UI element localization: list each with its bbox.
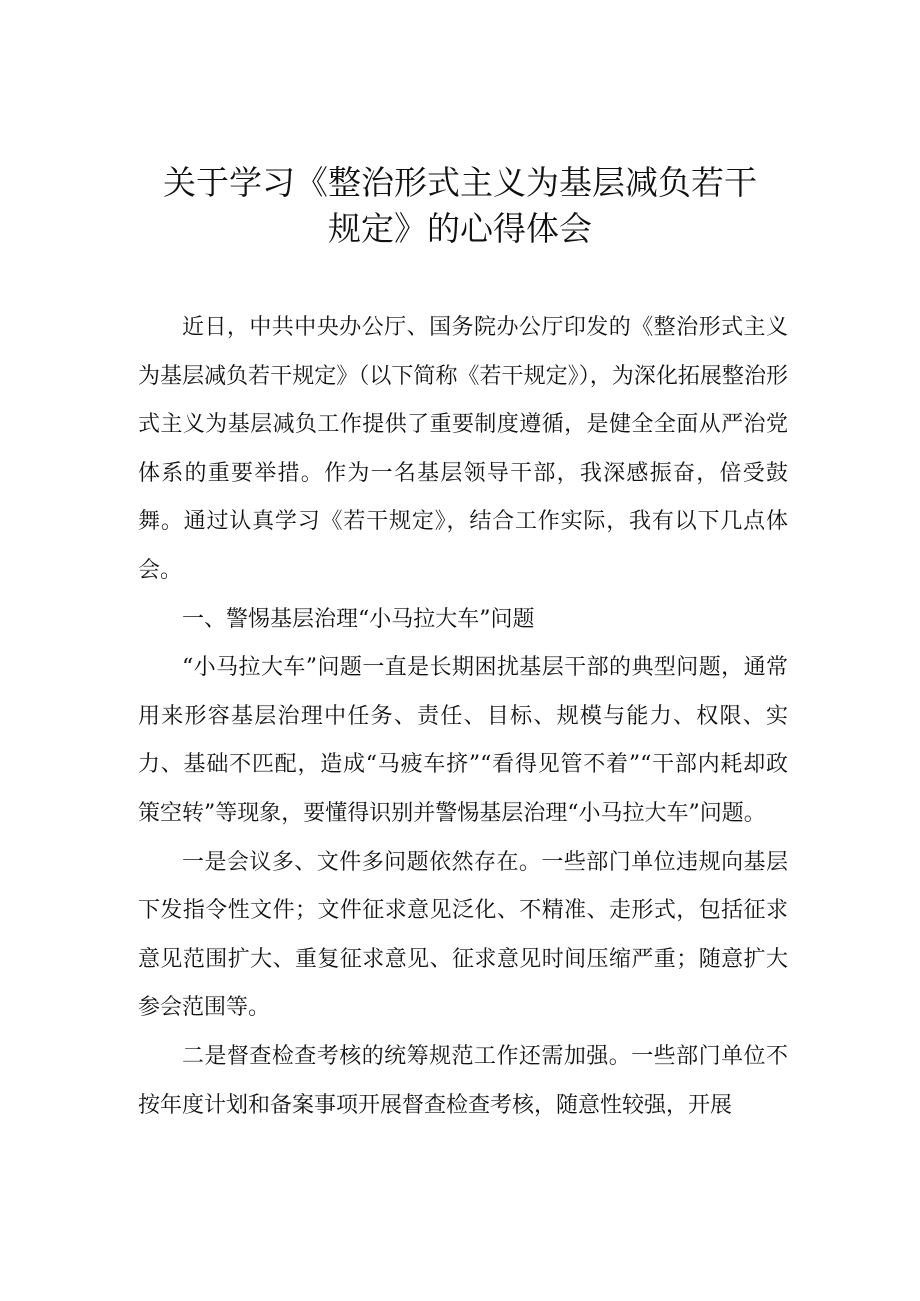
body-paragraph: “小马拉大车”问题一直是长期困扰基层干部的典型问题，通常用来形容基层治理中任务、责任、目标、规模与能力、权限、实力、基础不匹配，造成“马疲车挤”“看得见管不着”“干部内耗却政策空转”等现象，要懂得识别并警惕基层治理“小马拉大车”问题。 — [138, 655, 788, 826]
intro-paragraph: 近日，中共中央办公厅、国务院办公厅印发的《整治形式主义为基层减负若干规定》（以下简称《若干规定》），为深化拓展整治形式主义为基层减负工作提供了重要制度遵循，是健全全面从严治党体系的重要举措。作为一名基层领导干部，我深感振奋，倍受鼓舞。通过认真学习《若干规定》，结合工作实际，我有以下几点体会。 — [138, 315, 788, 583]
section-heading-1: 一、警惕基层治理“小马拉大车”问题 — [182, 606, 535, 632]
document-body — [138, 304, 788, 1130]
document-title — [120, 160, 800, 252]
title-line-2: 规定》的心得体会 — [328, 209, 592, 248]
body-paragraph: 一是会议多、文件多问题依然存在。一些部门单位违规向基层下发指令性文件；文件征求意见泛化、不精准、走形式，包括征求意见范围扩大、重复征求意见、征求意见时间压缩严重；随意扩大参会范围等。 — [138, 849, 788, 1021]
body-paragraph: 二是督查检查考核的统筹规范工作还需加强。一些部门单位不按年度计划和备案事项开展督查检查考核，随意性较强，开展 — [138, 1043, 788, 1118]
title-line-1: 关于学习《整治形式主义为基层减负若干 — [163, 163, 757, 202]
